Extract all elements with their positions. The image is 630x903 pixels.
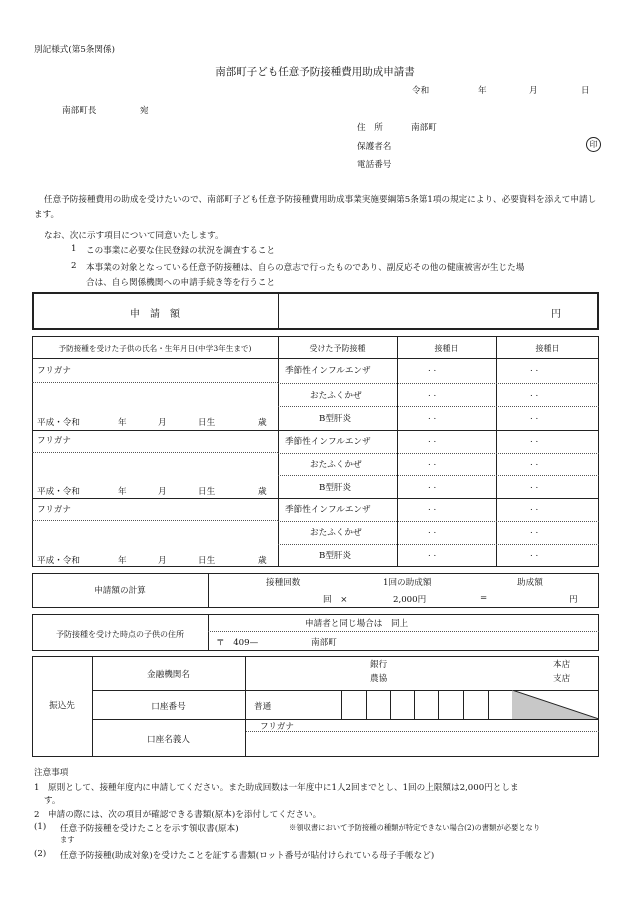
birth-month: 月 (158, 556, 167, 566)
header-child: 予防接種を受けた子供の氏名・生年月日(中学3年生まで) (58, 344, 252, 353)
form-title: 南部町子ども任意予防接種費用助成申請書 (215, 66, 415, 78)
addressee: 南部町長 (62, 106, 97, 116)
note-2-1-remark-cont: ます (60, 835, 75, 844)
birth-month: 月 (158, 487, 167, 497)
date-dots[interactable]: . . (428, 549, 437, 559)
vaccine-influenza: 季節性インフルエンザ (285, 366, 371, 376)
bank-option-bank: 銀行 (370, 660, 388, 670)
same-as-applicant-note: 申請者と同じ場合は 同上 (305, 619, 409, 629)
birth-year: 年 (118, 556, 127, 566)
consent-1: この事業に必要な住民登録の状況を調査すること (86, 246, 276, 256)
note-2-1: 任意予防接種を受けたことを示す領収書(原本) (60, 824, 239, 834)
calc-label: 申請額の計算 (94, 586, 146, 596)
child-address-town[interactable]: 南部町 (311, 638, 337, 648)
phone-label: 電話番号 (357, 160, 392, 170)
consent-1-number: 1 (71, 244, 77, 254)
furigana-label: フリガナ (37, 366, 71, 376)
birth-era: 平成・令和 (37, 487, 80, 497)
addressee-suffix: 宛 (140, 106, 149, 116)
consent-2-line1: 本事業の対象となっている任意予防接種は、自らの意志で行ったものであり、副反応その他の健康被害が生じた場 (86, 263, 525, 273)
birth-month: 月 (158, 418, 167, 428)
birth-year: 年 (118, 418, 127, 428)
date-dots[interactable]: . . (428, 435, 437, 445)
vaccine-influenza: 季節性インフルエンザ (285, 437, 371, 447)
account-number-label: 口座番号 (151, 702, 186, 712)
bank-option-agri: 農協 (370, 674, 388, 684)
date-dots[interactable]: . . (428, 458, 437, 468)
birth-era: 平成・令和 (37, 418, 80, 428)
institution-label: 金融機関名 (147, 670, 190, 680)
date-dots[interactable]: . . (428, 526, 437, 536)
date-dots[interactable]: . . (428, 481, 437, 491)
note-1-line1: 1 原則として、接種年度内に申請してください。また助成回数は一年度中に1人2回までとし、1回の上限額は2,000円としま (34, 783, 519, 793)
date-dots[interactable]: . . (530, 364, 539, 374)
consent-2-number: 2 (71, 261, 77, 271)
header-vaccine: 受けた予防接種 (309, 344, 366, 353)
birth-year: 年 (118, 487, 127, 497)
account-type: 普通 (254, 702, 272, 712)
date-dots[interactable]: . . (530, 526, 539, 536)
date-dots[interactable]: . . (428, 364, 437, 374)
vaccine-mumps: おたふくかぜ (310, 528, 362, 538)
vaccine-mumps: おたふくかぜ (310, 391, 362, 401)
calc-per-header: 1回の助成額 (383, 578, 432, 588)
date-dots[interactable]: . . (530, 435, 539, 445)
note-2-2-number: (2) (34, 849, 47, 859)
address-value: 南部町 (411, 123, 437, 133)
date-dots[interactable]: . . (530, 458, 539, 468)
branch-option-branch: 支店 (553, 674, 571, 684)
date-dots[interactable]: . . (530, 549, 539, 559)
note-2-1-number: (1) (34, 822, 47, 832)
calc-total-header: 助成額 (517, 578, 543, 588)
note-2-1-remark: ※領収書において予防接種の種類が特定できない場合(2)の書類が必要となり (289, 823, 541, 832)
birth-day: 日生 (198, 418, 216, 428)
header-date-2: 接種日 (535, 344, 560, 353)
date-dots[interactable]: . . (530, 412, 539, 422)
shaded-cell (512, 690, 599, 719)
date-dots[interactable]: . . (530, 503, 539, 513)
date-dots[interactable]: . . (428, 412, 437, 422)
vaccine-hepatitis-b: B型肝炎 (319, 551, 352, 561)
child-address-label: 予防接種を受けた時点の子供の住所 (56, 630, 184, 639)
seal-mark: 印 (586, 137, 601, 152)
guardian-label: 保護者名 (357, 142, 392, 152)
address-label: 住 所 (357, 123, 383, 133)
amount-label: 申 請 額 (130, 309, 180, 320)
birth-era: 平成・令和 (37, 556, 80, 566)
vaccine-mumps: おたふくかぜ (310, 460, 362, 470)
age: 歳 (258, 487, 267, 497)
date-dots[interactable]: . . (428, 389, 437, 399)
birth-day: 日生 (198, 487, 216, 497)
consent-2-line2: 合は、自ら関係機関への申請手続き等を行うこと (86, 278, 276, 288)
calc-times: 回 × (323, 595, 348, 605)
vaccine-influenza: 季節性インフルエンザ (285, 505, 371, 515)
vaccine-hepatitis-b: B型肝炎 (319, 414, 352, 424)
note-1-line2: す。 (44, 796, 61, 806)
branch-option-main: 本店 (553, 660, 571, 670)
calc-yen: 円 (569, 595, 578, 605)
birth-day: 日生 (198, 556, 216, 566)
age: 歳 (258, 556, 267, 566)
calc-per-amount: 2,000円 (393, 595, 427, 605)
furigana-label: フリガナ (37, 436, 71, 446)
calc-count-header: 接種回数 (266, 578, 301, 588)
vaccine-hepatitis-b: B型肝炎 (319, 483, 352, 493)
calc-equals: = (480, 593, 488, 603)
notes-title: 注意事項 (34, 768, 69, 778)
account-holder-label: 口座名義人 (147, 735, 190, 745)
date-dots[interactable]: . . (428, 503, 437, 513)
application-paragraph: 任意予防接種費用の助成を受けたいので、南部町子ども任意予防接種費用助成事業実施要綱第5条第1項の規定により、必要資料を添えて申請します。 (34, 195, 597, 220)
form-number: 別記様式(第5条関係) (34, 45, 115, 55)
date-dots[interactable]: . . (530, 481, 539, 491)
note-2: 2 申請の際には、次の項目が確認できる書類(原本)を添付してください。 (34, 810, 322, 820)
bank-label: 振込先 (49, 701, 75, 711)
note-2-2: 任意予防接種(助成対象)を受けたことを証する書類(ロット番号が貼付けられている母子手帳など) (60, 851, 435, 861)
amount-unit[interactable]: 円 (551, 309, 561, 320)
date-dots[interactable]: . . (530, 389, 539, 399)
postal-code-field[interactable]: 〒 409— (216, 638, 259, 648)
age: 歳 (258, 418, 267, 428)
consent-intro: なお、次に示す項目について同意いたします。 (44, 231, 224, 241)
furigana-label: フリガナ (37, 505, 71, 515)
header-date-1: 接種日 (434, 344, 459, 353)
holder-furigana-label: フリガナ (260, 722, 294, 732)
